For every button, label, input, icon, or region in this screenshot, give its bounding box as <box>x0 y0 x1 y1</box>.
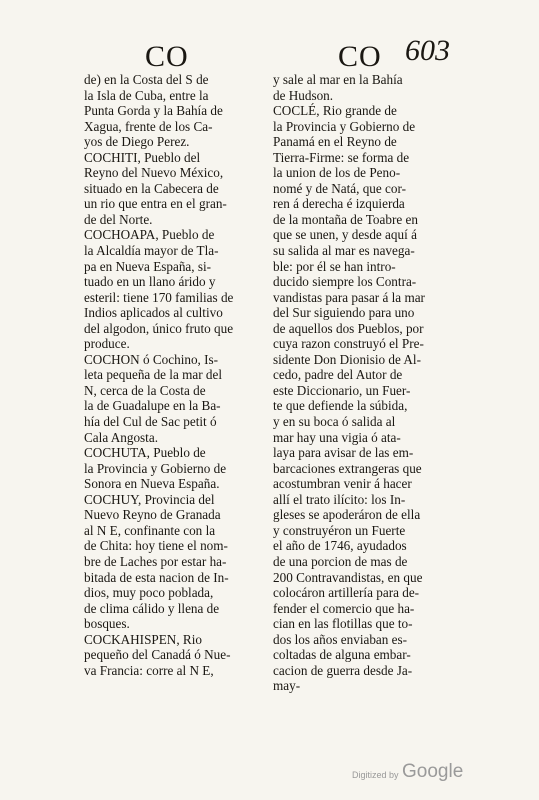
text-line: acostumbran venir á hacer <box>273 476 412 492</box>
header-left-guide-word: CO <box>145 40 189 73</box>
text-line: colocáron artillería para de- <box>273 585 420 601</box>
text-line: Panamá en el Reyno de <box>273 134 397 150</box>
text-line: la Provincia y Gobierno de <box>84 460 227 476</box>
google-logo-text: Google <box>402 761 464 782</box>
text-line: al N E, confinante con la <box>84 522 216 538</box>
page-number: 603 <box>405 34 450 67</box>
text-line: COCHON ó Cochino, Is- <box>84 351 219 367</box>
text-line: N, cerca de la Costa de <box>84 382 206 398</box>
left-column <box>84 72 267 678</box>
text-line: Reyno del Nuevo México, <box>84 165 224 181</box>
digitization-watermark <box>352 760 472 786</box>
text-line: pa en Nueva España, si- <box>84 258 212 274</box>
text-line: bre de Laches por estar ha- <box>84 553 227 569</box>
text-line: y en su boca ó salida al <box>273 414 396 430</box>
text-line: Nuevo Reyno de Granada <box>84 507 221 523</box>
text-line: COCLÉ, Rio grande de <box>273 103 397 119</box>
text-line: produce. <box>84 336 130 352</box>
text-line: cuya razon construyó el Pre- <box>273 336 424 352</box>
text-line: un rio que entra en el gran- <box>84 196 227 212</box>
text-line: vandistas para pasar á la mar <box>273 289 425 305</box>
text-line: que se unen, y desde aquí á <box>273 227 417 243</box>
text-line: te que defiende la súbida, <box>273 398 408 414</box>
text-line: de del Norte. <box>84 211 153 227</box>
text-line: ren á derecha é izquierda <box>273 196 405 212</box>
text-line: cian en las flotillas que to- <box>273 616 413 632</box>
text-line: la Provincia y Gobierno de <box>273 118 416 134</box>
text-line: barcaciones extrangeras que <box>273 460 422 476</box>
text-line: esteril: tiene 170 familias de <box>84 289 234 305</box>
header-right-guide-word: CO <box>338 40 382 73</box>
text-line: fender el comercio que ha- <box>273 600 415 616</box>
text-line: Indios aplicados al cultivo <box>84 305 223 321</box>
text-line: la union de los de Peno- <box>273 165 401 181</box>
text-line: allí el trato ilícito: los In- <box>273 491 406 507</box>
text-line: gleses se apoderáron de ella <box>273 507 421 523</box>
text-line: bosques. <box>84 616 130 632</box>
text-line: ble: por él se han intro- <box>273 258 396 274</box>
text-line: del algodon, único fruto que <box>84 320 234 336</box>
text-line: COCHUTA, Pueblo de <box>84 445 206 461</box>
digitized-by-text: Digitized by <box>352 770 399 780</box>
text-line: situado en la Cabecera de <box>84 180 219 196</box>
text-line: y construyéron un Fuerte <box>273 522 406 538</box>
text-line: la de Guadalupe en la Ba- <box>84 398 221 414</box>
text-line: sidente Don Dionisio de Al- <box>273 351 421 367</box>
text-line: de Chita: hoy tiene el nom- <box>84 538 228 554</box>
text-line: COCHITI, Pueblo del <box>84 149 201 165</box>
text-line: de) en la Costa del S de <box>84 72 209 87</box>
text-line: hía del Cul de Sac petit ó <box>84 414 217 430</box>
text-line: coltadas de alguna embar- <box>273 647 411 663</box>
text-line: cedo, padre del Autor de <box>273 367 403 383</box>
text-line: Tierra-Firme: se forma de <box>273 149 410 165</box>
text-line: ducido siempre los Contra- <box>273 274 417 290</box>
text-line: cacion de guerra desde Ja- <box>273 662 413 678</box>
text-line: de clima cálido y llena de <box>84 600 220 616</box>
text-line: COCHOAPA, Pueblo de <box>84 227 215 243</box>
text-line: este Diccionario, un Fuer- <box>273 382 411 398</box>
text-line: tuado en un llano árido y <box>84 274 216 290</box>
text-line: yos de Diego Perez. <box>84 134 190 150</box>
text-line: de una porcion de mas de <box>273 553 408 569</box>
text-line: Sonora en Nueva España. <box>84 476 220 492</box>
text-line: Punta Gorda y la Bahía de <box>84 103 223 119</box>
text-line: pequeño del Canadá ó Nue- <box>84 647 231 663</box>
text-line: su salida al mar es navega- <box>273 243 415 259</box>
text-line: leta pequeña de la mar del <box>84 367 223 383</box>
text-line: va Francia: corre al N E, <box>84 662 214 678</box>
text-line: mar hay una vigia ó ata- <box>273 429 401 445</box>
text-line: Xagua, frente de los Ca- <box>84 118 213 134</box>
text-line: la Isla de Cuba, entre la <box>84 87 209 103</box>
right-column <box>273 72 461 694</box>
text-line: del Sur siguiendo para uno <box>273 305 415 321</box>
text-line: COCHUY, Provincia del <box>84 491 215 507</box>
text-line: de la montaña de Toabre en <box>273 211 418 227</box>
text-line: el año de 1746, ayudados <box>273 538 407 554</box>
text-line: bitada de esta nacion de In- <box>84 569 229 585</box>
text-line: nomé y de Natá, que cor- <box>273 180 407 196</box>
running-header <box>0 34 539 73</box>
text-line: Cala Angosta. <box>84 429 158 445</box>
text-line: de aquellos dos Pueblos, por <box>273 320 424 336</box>
text-line: may- <box>273 678 301 694</box>
text-line: COCKAHISPEN, Rio <box>84 631 202 647</box>
text-line: dios, muy poco poblada, <box>84 585 214 601</box>
text-line: la Alcaldía mayor de Tla- <box>84 243 219 259</box>
text-line: y sale al mar en la Bahía <box>273 72 403 87</box>
text-line: 200 Contravandistas, en que <box>273 569 423 585</box>
text-line: laya para avisar de las em- <box>273 445 414 461</box>
text-line: dos los años enviaban es- <box>273 631 408 647</box>
text-line: de Hudson. <box>273 87 334 103</box>
